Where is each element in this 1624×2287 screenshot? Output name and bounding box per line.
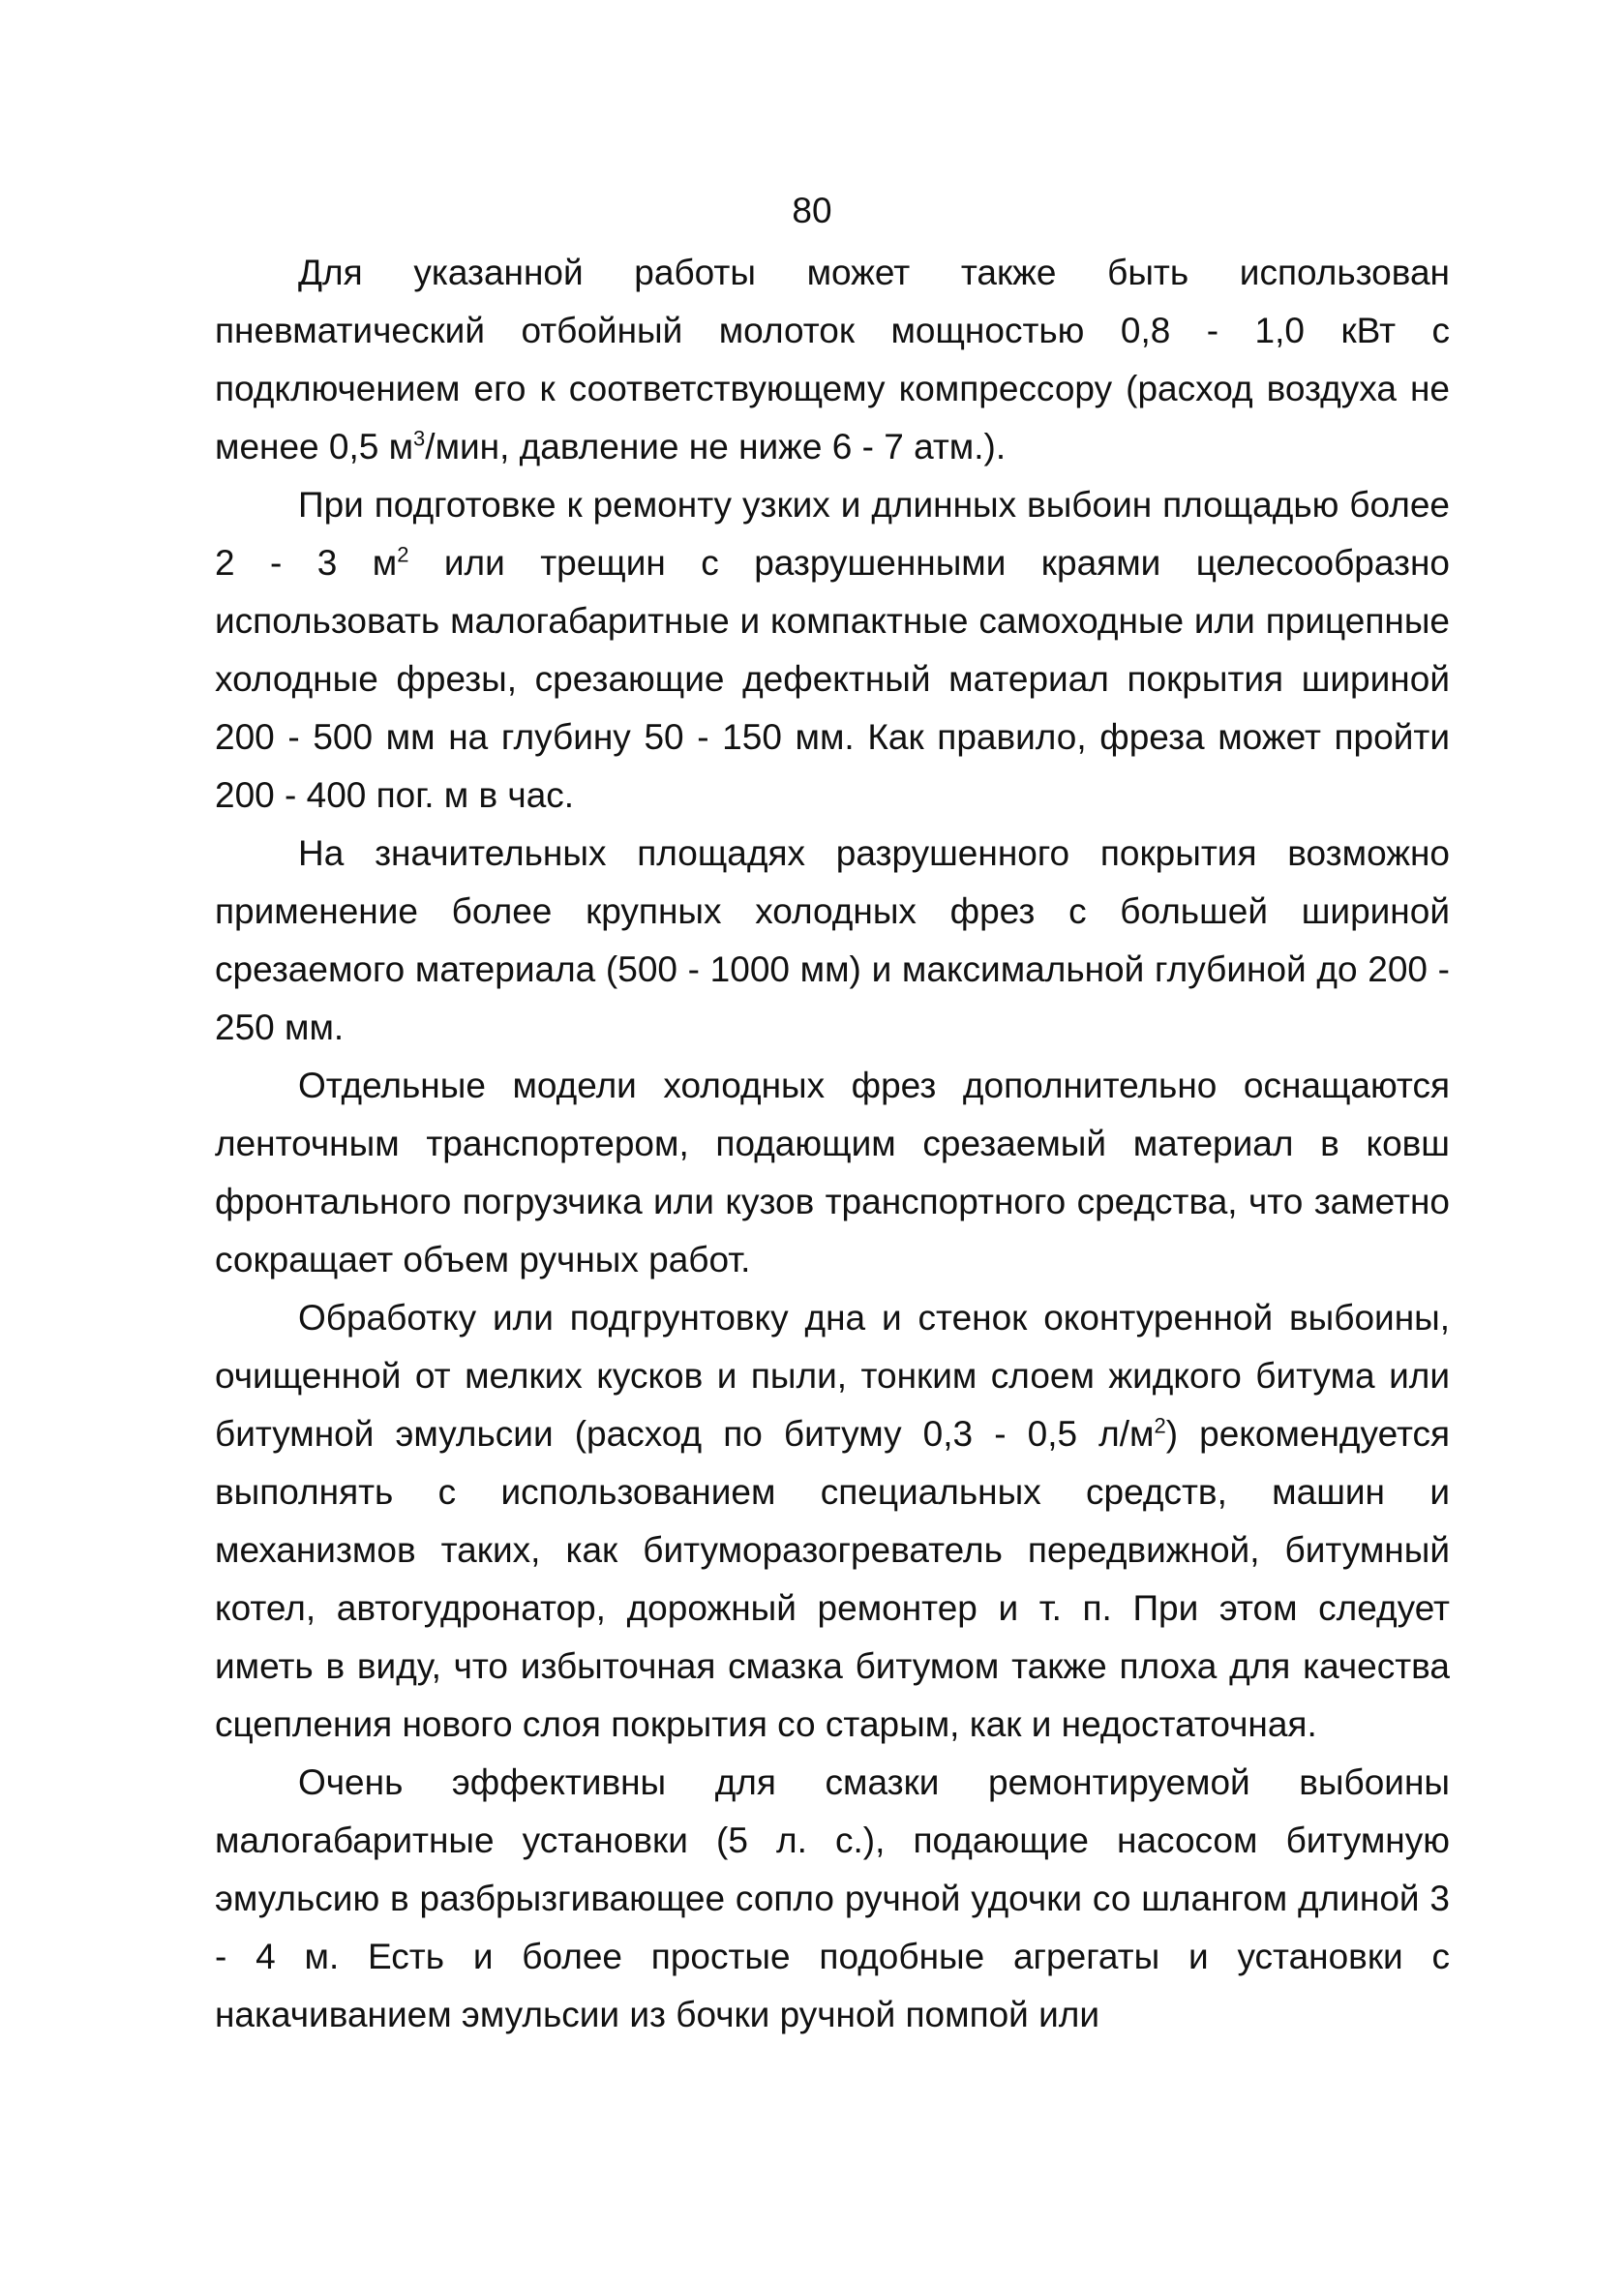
paragraph-6: Очень эффективны для смазки ремонтируемой выбоины малогабаритные установки (5 л. с.), подающие насосом битумную эмульсию в разбрызгивающее сопло ручной удочки со шлангом длиной 3 - 4 м. Есть и более простые подобные агрегаты и установки с накачиванием эмульсии из бочки ручной помпой или (215, 1762, 1450, 2034)
paragraph-4: Отдельные модели холодных фрез дополнительно оснащаются ленточным транспортером, подающим срезаемый материал в ковш фронтального погрузчика или кузов транспортного средства, что заметно сокращает объем ручных работ. (215, 1066, 1450, 1279)
body-text (215, 244, 1450, 2044)
paragraph-5: Обработку или подгрунтовку дна и стенок оконтуренной выбоины, очищенной от мелких кусков и пыли, тонким слоем жидкого битума или битумной эмульсии (расход по битуму 0,3 - 0,5 $л/м^2$) рекомендуется выполнять с использованием специальных средств, машин и механизмов таких, как битуморазогреватель передвижной, битумный котел, автогудронатор, дорожный ремонтер и т. п. При этом следует иметь в виду, что избыточная смазка битумом также плоха для качества сцепления нового слоя покрытия со старым, как и недостаточная. (215, 1298, 1451, 1744)
page-number: 80 (792, 191, 832, 230)
paragraph-3: На значительных площадях разрушенного покрытия возможно применение более крупных холодных фрез с большей шириной срезаемого материала (500 - 1000 мм) и максимальной глубиной до 200 - 250 мм. (215, 833, 1450, 1047)
superscript-cube: 3 (413, 426, 426, 451)
paragraph-2: При подготовке к ремонту узких и длинных выбоин площадью более 2 - 3 $м^2$ или трещин с разрушенными краями целесообразно использовать малогабаритные и компактные самоходные или прицепные холодные фрезы, срезающие дефектный материал покрытия шириной 200 - 500 мм на глубину 50 - 150 мм. Как правило, фреза может пройти 200 - 400 пог. м в час. (215, 485, 1450, 815)
paragraph-1: Для указанной работы может также быть использован пневматический отбойный молоток мощностью 0,8 - 1,0 кВт с подключением его к соответствующему компрессору (расход воздуха не менее 0,5 $м^3$/мин, давление не ниже 6 - 7 атм.). (215, 253, 1450, 466)
superscript-square: 2 (1154, 1413, 1166, 1438)
superscript-square: 2 (397, 542, 409, 567)
